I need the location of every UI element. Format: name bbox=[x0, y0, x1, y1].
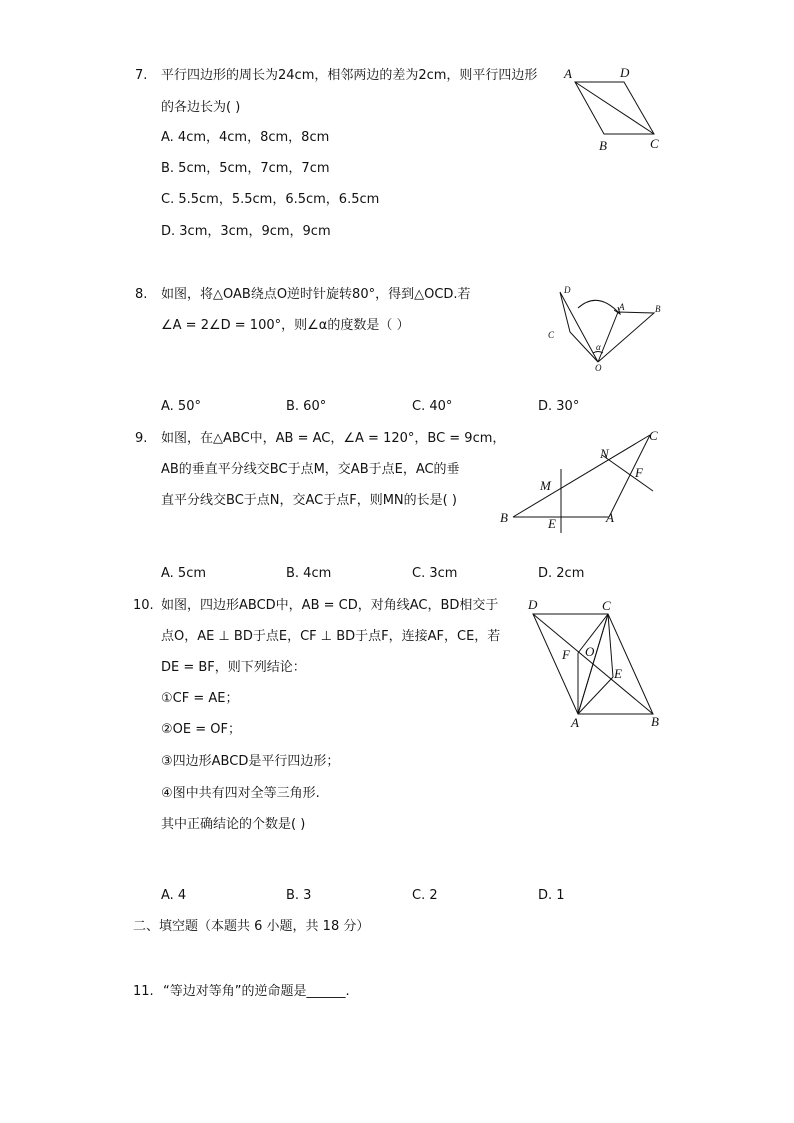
point-label-a: A bbox=[564, 66, 572, 81]
rotation-figure bbox=[540, 280, 670, 376]
option-a[interactable]: A. 4cm，4cm，8cm，8cm bbox=[161, 130, 330, 145]
option-b[interactable]: B. 5cm，5cm，7cm，7cm bbox=[161, 161, 330, 176]
point-label-d: D bbox=[620, 65, 630, 80]
option-b[interactable]: B. 60° bbox=[286, 399, 327, 414]
question-stem-line: ∠A = 2∠D = 100°，则∠α的度数是（ ） bbox=[161, 318, 410, 333]
question-number: 9. bbox=[135, 431, 148, 446]
conclusion-4: ④图中共有四对全等三角形. bbox=[161, 786, 320, 801]
point-label-n: N bbox=[600, 446, 609, 461]
point-label-f: F bbox=[562, 647, 570, 662]
point-label-c: C bbox=[649, 428, 658, 443]
question-stem-line: 如图，四边形ABCD中，AB = CD，对角线AC，BD相交于 bbox=[161, 598, 499, 613]
conclusion-1: ①CF = AE； bbox=[161, 691, 239, 706]
point-label-d: D bbox=[528, 597, 538, 612]
option-c[interactable]: C. 40° bbox=[412, 399, 453, 414]
option-d[interactable]: D. 1 bbox=[538, 888, 565, 903]
option-a[interactable]: A. 50° bbox=[161, 399, 201, 414]
option-c[interactable]: C. 5.5cm，5.5cm，6.5cm，6.5cm bbox=[161, 192, 380, 207]
question-number: 11. bbox=[133, 984, 154, 999]
parallelogram-figure bbox=[560, 62, 670, 154]
point-label-b: B bbox=[599, 138, 607, 153]
point-label-b: B bbox=[500, 510, 508, 525]
option-a[interactable]: A. 4 bbox=[161, 888, 187, 903]
point-label-a: A bbox=[606, 510, 614, 525]
point-label-a: A bbox=[571, 715, 579, 730]
question-number: 8. bbox=[135, 287, 148, 302]
option-d[interactable]: D. 2cm bbox=[538, 566, 585, 581]
quadrilateral-figure bbox=[520, 595, 670, 735]
question-stem-line: 点O，AE ⊥ BD于点E，CF ⊥ BD于点F，连接AF，CE，若 bbox=[161, 629, 501, 644]
question-stem-line: 平行四边形的周长为24cm，相邻两边的差为2cm，则平行四边形 bbox=[161, 68, 538, 83]
point-label-e: E bbox=[548, 516, 556, 531]
point-label-d: D bbox=[564, 285, 571, 295]
point-label-o: O bbox=[595, 363, 602, 373]
option-c[interactable]: C. 2 bbox=[412, 888, 438, 903]
option-b[interactable]: B. 3 bbox=[286, 888, 312, 903]
question-prompt: 其中正确结论的个数是( ) bbox=[161, 817, 306, 832]
question-stem-line: 的各边长为( ) bbox=[161, 100, 241, 115]
point-label-m: M bbox=[540, 478, 551, 493]
question-stem-line: AB的垂直平分线交BC于点M，交AB于点E，AC的垂 bbox=[161, 462, 460, 477]
question-number: 7. bbox=[135, 68, 148, 83]
point-label-b: B bbox=[655, 304, 661, 314]
point-label-o: O bbox=[585, 644, 595, 659]
question-stem-line: 直平分线交BC于点N，交AC于点F，则MN的长是( ) bbox=[161, 493, 457, 508]
question-stem-line[interactable]: “等边对等角”的逆命题是______. bbox=[163, 984, 350, 999]
point-label-c: C bbox=[650, 136, 659, 151]
option-b[interactable]: B. 4cm bbox=[286, 566, 332, 581]
option-c[interactable]: C. 3cm bbox=[412, 566, 458, 581]
isosceles-triangle-figure bbox=[495, 425, 675, 535]
question-number: 10. bbox=[133, 598, 154, 613]
question-stem-line: DE = BF，则下列结论： bbox=[161, 660, 306, 675]
option-a[interactable]: A. 5cm bbox=[161, 566, 207, 581]
question-stem-line: 如图，在△ABC中，AB = AC，∠A = 120°，BC = 9cm， bbox=[161, 431, 506, 446]
point-label-c: C bbox=[548, 330, 555, 340]
point-label-e: E bbox=[614, 666, 622, 681]
point-label-b: B bbox=[651, 714, 659, 729]
option-d[interactable]: D. 30° bbox=[538, 399, 580, 414]
point-label-c: C bbox=[602, 598, 611, 613]
point-label-f: F bbox=[635, 465, 643, 480]
angle-alpha-label: α bbox=[596, 342, 601, 352]
conclusion-3: ③四边形ABCD是平行四边形； bbox=[161, 754, 340, 769]
point-label-a: A bbox=[619, 302, 625, 312]
section-heading: 二、填空题（本题共 6 小题，共 18 分） bbox=[133, 919, 370, 934]
question-stem-line: 如图，将△OAB绕点O逆时针旋转80°，得到△OCD.若 bbox=[161, 287, 471, 302]
option-d[interactable]: D. 3cm，3cm，9cm，9cm bbox=[161, 224, 331, 239]
conclusion-2: ②OE = OF； bbox=[161, 722, 241, 737]
